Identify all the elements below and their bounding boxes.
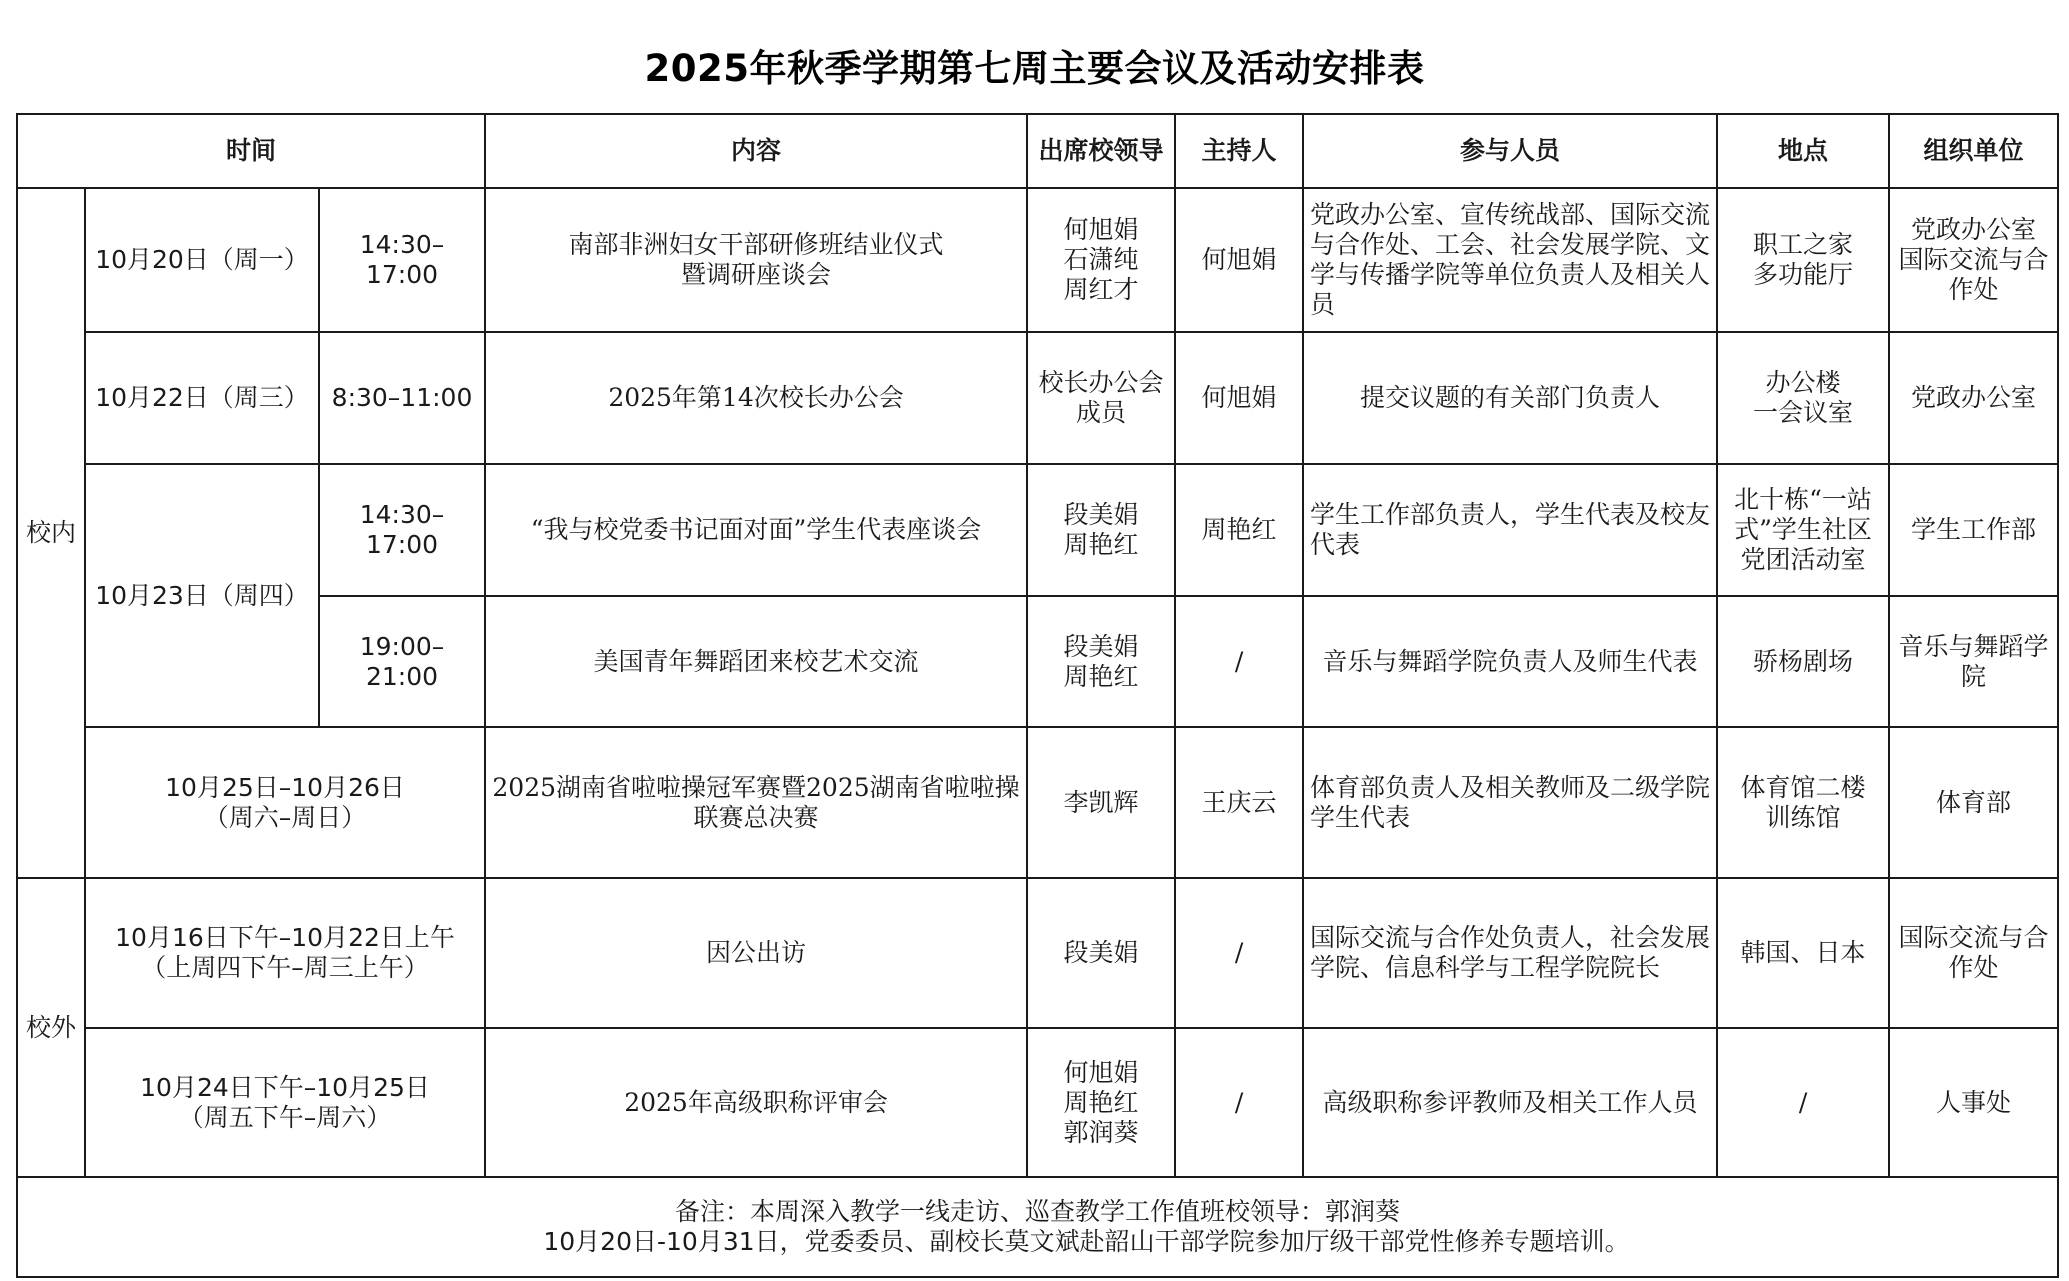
host-cell: 何旭娟 [1175, 332, 1303, 464]
table-row [17, 727, 2058, 878]
table-row [17, 332, 2058, 464]
leaders-cell: 校长办公会 成员 [1027, 332, 1175, 464]
participants-cell: 提交议题的有关部门负责人 [1303, 332, 1717, 464]
organizer-cell: 体育部 [1889, 727, 2058, 878]
date-cell: 10月16日下午–10月22日上午 （上周四下午–周三上午） [85, 878, 485, 1028]
leaders-cell: 段美娟 [1027, 878, 1175, 1028]
content-cell: 2025年第14次校长办公会 [485, 332, 1027, 464]
schedule-table [16, 113, 2059, 1278]
time-cell: 19:00–21:00 [319, 596, 485, 727]
location-cell: 职工之家 多功能厅 [1717, 188, 1889, 332]
content-cell: “我与校党委书记面对面”学生代表座谈会 [485, 464, 1027, 596]
organizer-cell: 学生工作部 [1889, 464, 2058, 596]
notes-row [17, 1177, 2058, 1277]
header-leaders: 出席校领导 [1027, 114, 1175, 188]
table-row [17, 188, 2058, 332]
header-row [17, 114, 2058, 188]
time-cell: 14:30–17:00 [319, 188, 485, 332]
content-cell: 南部非洲妇女干部研修班结业仪式 暨调研座谈会 [485, 188, 1027, 332]
header-content: 内容 [485, 114, 1027, 188]
participants-cell: 国际交流与合作处负责人，社会发展学院、信息科学与工程学院院长 [1303, 878, 1717, 1028]
location-cell: 韩国、日本 [1717, 878, 1889, 1028]
location-cell: 办公楼 一会议室 [1717, 332, 1889, 464]
header-organizer: 组织单位 [1889, 114, 2058, 188]
notes-cell [17, 1177, 2058, 1277]
host-cell: 周艳红 [1175, 464, 1303, 596]
note-line-2: 10月20日-10月31日，党委委员、副校长莫文斌赴韶山干部学院参加厅级干部党性修养专题培训。 [543, 1227, 1630, 1256]
date-cell: 10月24日下午–10月25日 （周五下午–周六） [85, 1028, 485, 1177]
section-label-campus: 校内 [17, 188, 85, 878]
header-time: 时间 [17, 114, 485, 188]
header-location: 地点 [1717, 114, 1889, 188]
schedule-table-container [16, 113, 2057, 1281]
participants-cell: 高级职称参评教师及相关工作人员 [1303, 1028, 1717, 1177]
section-label-offcampus: 校外 [17, 878, 85, 1177]
location-cell: 体育馆二楼 训练馆 [1717, 727, 1889, 878]
organizer-cell: 国际交流与合作处 [1889, 878, 2058, 1028]
header-host: 主持人 [1175, 114, 1303, 188]
note-line-1: 备注：本周深入教学一线走访、巡查教学工作值班校领导：郭润葵 [675, 1197, 1401, 1226]
content-cell: 因公出访 [485, 878, 1027, 1028]
organizer-cell: 音乐与舞蹈学院 [1889, 596, 2058, 727]
organizer-cell: 党政办公室 [1889, 332, 2058, 464]
table-row [17, 464, 2058, 596]
header-participants: 参与人员 [1303, 114, 1717, 188]
date-cell: 10月22日（周三） [85, 332, 319, 464]
host-cell: / [1175, 596, 1303, 727]
participants-cell: 体育部负责人及相关教师及二级学院学生代表 [1303, 727, 1717, 878]
organizer-cell: 人事处 [1889, 1028, 2058, 1177]
host-cell: 何旭娟 [1175, 188, 1303, 332]
table-row [17, 596, 2058, 727]
host-cell: / [1175, 878, 1303, 1028]
participants-cell: 党政办公室、宣传统战部、国际交流与合作处、工会、社会发展学院、文学与传播学院等单位负责人及相关人员 [1303, 188, 1717, 332]
content-cell: 2025年高级职称评审会 [485, 1028, 1027, 1177]
content-cell: 美国青年舞蹈团来校艺术交流 [485, 596, 1027, 727]
table-row [17, 1028, 2058, 1177]
location-cell: / [1717, 1028, 1889, 1177]
table-row [17, 878, 2058, 1028]
date-cell: 10月25日–10月26日 （周六–周日） [85, 727, 485, 878]
leaders-cell: 段美娟 周艳红 [1027, 464, 1175, 596]
leaders-cell: 何旭娟 周艳红 郭润葵 [1027, 1028, 1175, 1177]
page-title: 2025年秋季学期第七周主要会议及活动安排表 [644, 47, 1425, 90]
participants-cell: 音乐与舞蹈学院负责人及师生代表 [1303, 596, 1717, 727]
date-cell: 10月20日（周一） [85, 188, 319, 332]
host-cell: 王庆云 [1175, 727, 1303, 878]
leaders-cell: 何旭娟 石潇纯 周红才 [1027, 188, 1175, 332]
time-cell: 14:30–17:00 [319, 464, 485, 596]
participants-cell: 学生工作部负责人，学生代表及校友代表 [1303, 464, 1717, 596]
location-cell: 北十栋“一站式”学生社区党团活动室 [1717, 464, 1889, 596]
time-cell: 8:30–11:00 [319, 332, 485, 464]
organizer-cell: 党政办公室 国际交流与合作处 [1889, 188, 2058, 332]
date-cell: 10月23日（周四） [85, 464, 319, 727]
host-cell: / [1175, 1028, 1303, 1177]
leaders-cell: 段美娟 周艳红 [1027, 596, 1175, 727]
leaders-cell: 李凯辉 [1027, 727, 1175, 878]
content-cell: 2025湖南省啦啦操冠军赛暨2025湖南省啦啦操联赛总决赛 [485, 727, 1027, 878]
location-cell: 骄杨剧场 [1717, 596, 1889, 727]
